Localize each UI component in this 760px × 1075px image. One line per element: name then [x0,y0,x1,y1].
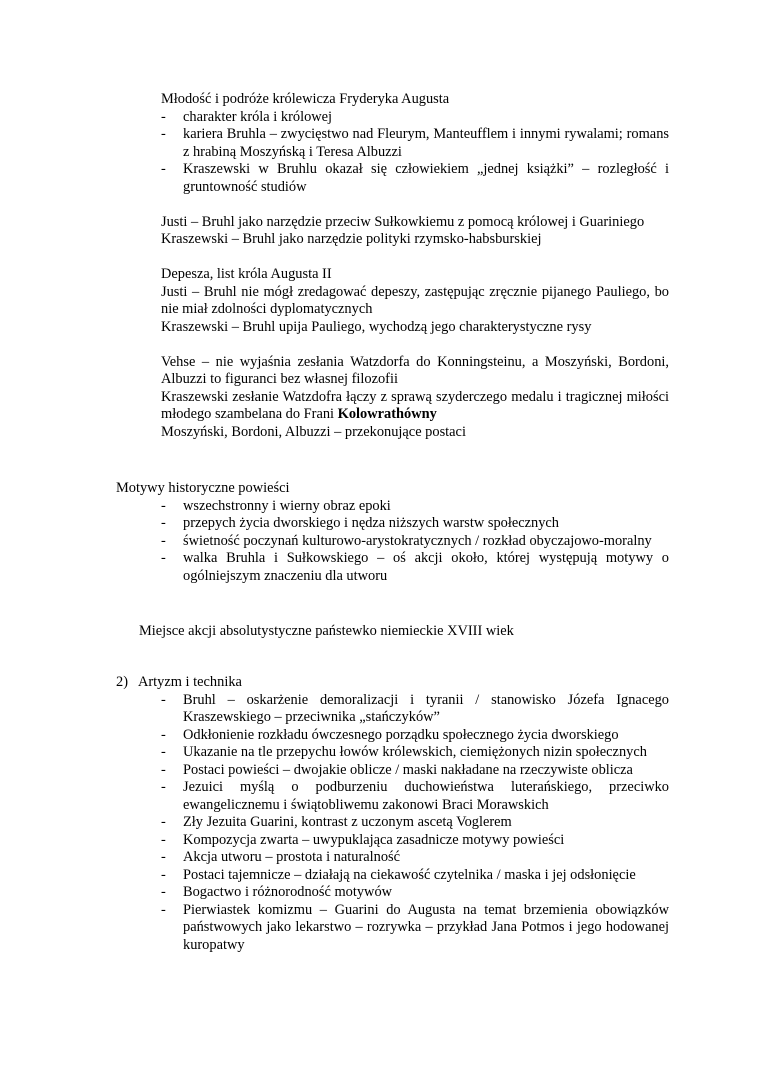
list-item: - Jezuici myślą o podburzeniu duchowieństwa luterańskiego, przeciwko ewangelicznemu i świątobliwemu zakonowi Braci Morawskich [161,779,669,813]
paragraph-title: Depesza, list króla Augusta II [161,266,332,282]
list-item: - Kompozycja zwarta – uwypuklająca zasadnicze motywy powieści [161,831,565,848]
section-title: Motywy historyczne powieści [116,480,290,496]
list-item: - świetność poczynań kulturowo-arystokratycznych / rozkład obyczajowo-moralny [161,532,652,549]
section-youth [161,91,669,441]
list-item: - Akcja utworu – prostota i naturalność [161,849,401,865]
list-item: - Bruhl – oskarżenie demoralizacji i tyranii / stanowisko Józefa Ignacego Kraszewskiego – przeciwnika „stańczyków” [161,691,669,725]
bullet-list [161,109,669,197]
list-item: - Kraszewski w Bruhlu okazał się człowiekiem „jednej książki” – rozległość i gruntowność studiów [161,161,669,195]
bold-name: Kolowrathówny [337,406,437,422]
paragraph: Kraszewski – Bruhl upija Pauliego, wychodzą jego charakterystyczne rysy [161,318,592,335]
list-item: - Postaci tajemnicze – działają na ciekawość czytelnika / maska i jej odsłonięcie [161,866,636,883]
list-item: - kariera Bruhla – zwycięstwo nad Fleurym, Manteufflem i innymi rywalami; romans z hrabiną Moszyńską i Teresa Albuzzi [161,126,669,160]
list-item: - Ukazanie na tle przepychu łowów królewskich, ciemiężonych nizin społecznych [161,744,647,760]
place-of-action: Miejsce akcji absolutystyczne państewko niemieckie XVIII wiek [139,623,514,639]
section-motives [116,480,669,585]
paragraph: Moszyński, Bordoni, Albuzzi – przekonujące postaci [161,423,466,440]
paragraph: Justi – Bruhl nie mógł zredagować depeszy, zastępując zręcznie pijanego Pauliego, bo nie miał zdolności dyplomatycznych [161,283,669,317]
paragraph: Vehse – nie wyjaśnia zesłania Watzdorfa do Konningsteinu, a Moszyński, Bordoni, Albuzzi to figuranci bez własnej filozofii [161,353,669,387]
list-item: - przepych życia dworskiego i nędza niższych warstw społecznych [161,515,560,531]
bullet-list [116,498,669,586]
section-artistry [116,674,669,954]
list-item: - walka Bruhla i Sułkowskiego – oś akcji około, której występują motywy o ogólniejszym znaczeniu dla utworu [161,550,669,584]
paragraph: Kraszewski – Bruhl jako narzędzie polityki rzymsko-habsburskiej [161,231,542,247]
list-item: - charakter króla i królowej [161,108,333,125]
list-item: - Odkłonienie rozkładu ówczesnego porządku społecznego życia dworskiego [161,726,619,743]
list-item: - Postaci powieści – dwojakie oblicze / maski nakładane na rzeczywiste oblicza [161,761,633,778]
list-item: - Zły Jezuita Guarini, kontrast z uczonym ascetą Voglerem [161,814,512,830]
paragraph: Justi – Bruhl jako narzędzie przeciw Sułkowkiemu z pomocą królowej i Guariniego [161,213,645,230]
paragraph: Kraszewski zesłanie Watzdofra łączy z sprawą szyderczego medalu i tragicznej miłości młodego szambelana do Frani Kolowrathówny [161,388,669,422]
list-item: - Bogactwo i różnorodność motywów [161,884,393,900]
section-title: Młodość i podróże królewicza Fryderyka Augusta [161,91,450,107]
bullet-list [116,692,669,955]
list-item: - wszechstronny i wierny obraz epoki [161,497,391,514]
section-title: Artyzm i technika [138,674,242,690]
section-heading [116,674,669,692]
list-item: - Pierwiastek komizmu – Guarini do Augusta na temat brzemienia obowiązków państwowych jako lekarstwo – rozrywka – przykład Jana Potmos i jego hodowanej kuropatwy [161,901,669,953]
section-number: 2) [116,674,128,690]
